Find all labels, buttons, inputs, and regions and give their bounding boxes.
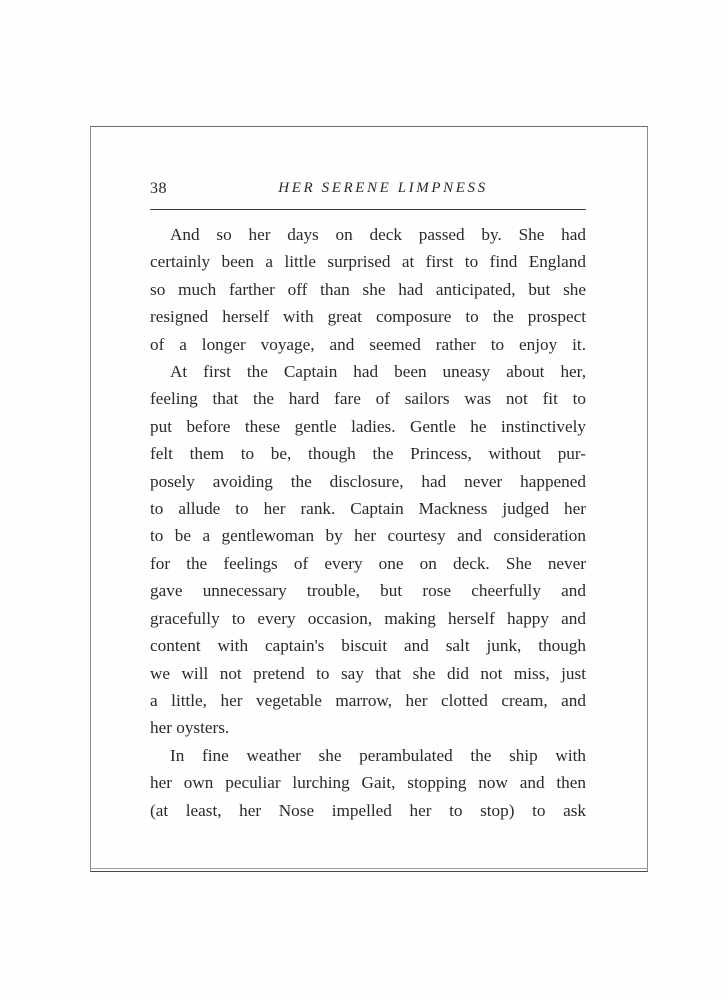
text-line: felt them to be, though the Princess, without pur- [150,444,586,464]
text-line: so much farther off than she had anticipated, but she [150,279,586,299]
text-line: content with captain's biscuit and salt junk, though [150,636,586,656]
text-line: gracefully to every occasion, making herself happy and [150,608,586,628]
text-line: to be a gentlewoman by her courtesy and consideration [150,526,586,546]
text-line: her own peculiar lurching Gait, stopping now and then [150,773,586,793]
page-border-double-rule [90,868,648,869]
text-line: we will not pretend to say that she did not miss, just [150,663,586,683]
text-line: her oysters. [150,718,230,738]
text-line: of a longer voyage, and seemed rather to enjoy it. [150,334,586,354]
text-line: a little, her vegetable marrow, her clotted cream, and [150,690,586,710]
text-line: At first the Captain had been uneasy about her, [170,362,586,382]
text-line: to allude to her rank. Captain Mackness judged her [150,499,586,519]
text-line: And so her days on deck passed by. She had [170,225,586,244]
page-number: 38 [150,180,167,197]
running-header [150,180,586,208]
text-line: resigned herself with great composure to the prospect [150,307,586,327]
body-text [150,221,586,824]
text-line: feeling that the hard fare of sailors was not fit to [150,389,586,409]
text-line: (at least, her Nose impelled her to stop) to ask [150,800,586,820]
text-line: gave unnecessary trouble, but rose cheerfully and [150,581,586,601]
text-line: put before these gentle ladies. Gentle he instinctively [150,416,586,436]
header-rule [150,209,586,210]
running-title: HER SERENE LIMPNESS [278,180,488,196]
text-line: posely avoiding the disclosure, had never happened [150,471,586,491]
text-line: certainly been a little surprised at first to find England [150,252,586,272]
text-line: In fine weather she perambulated the ship with [170,745,586,765]
text-line: for the feelings of every one on deck. She never [150,553,586,573]
